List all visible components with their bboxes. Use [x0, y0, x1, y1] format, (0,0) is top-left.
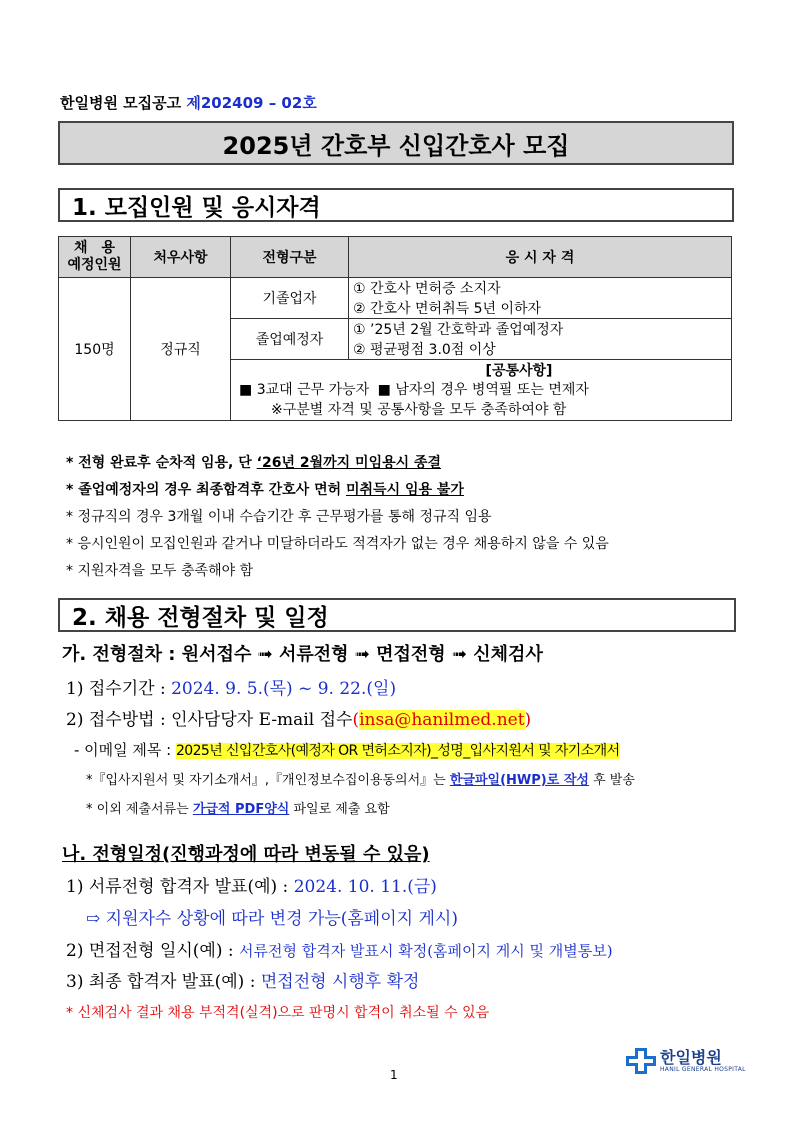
s3-label: 3) 최종 합격자 발표(예) : — [66, 972, 261, 992]
qual-expected-2: ② 평균평점 3.0점 이상 — [349, 339, 732, 360]
hospital-logo — [626, 1048, 746, 1074]
common-item-1: 3교대 근무 가능자 — [256, 382, 370, 398]
section2-heading: 2. 채용 전형절차 및 일정 — [58, 598, 736, 632]
bullet-icon: ■ — [377, 382, 391, 398]
note-3: * 정규직의 경우 3개월 이내 수습기간 후 근무평가를 통해 정규직 임용 — [66, 509, 492, 525]
note-2 — [66, 479, 464, 499]
warning-note: * 신체검사 결과 채용 부적격(실격)으로 판명시 합격이 취소될 수 있음 — [66, 1005, 490, 1021]
type-graduate: 기졸업자 — [231, 278, 349, 319]
period-label: 1) 접수기간 : — [66, 679, 172, 699]
note-1-underline: ‘26년 2월까지 미임용시 종결 — [256, 455, 442, 471]
notice-number — [60, 92, 317, 113]
logo-name: 한일병원 — [660, 1047, 722, 1067]
qual-graduate-2: ② 간호사 면허취득 5년 이하자 — [349, 298, 732, 319]
count-cell: 150명 — [59, 278, 131, 421]
common-item-2: 남자의 경우 병역필 또는 면제자 — [395, 382, 589, 398]
subject-line — [74, 739, 620, 760]
employment-cell: 정규직 — [131, 278, 231, 421]
schedule-1-sub: ⇨ 지원자수 상황에 따라 변경 가능(홈페이지 게시) — [86, 909, 458, 929]
note-4: * 응시인원이 모집인원과 같거나 미달하더라도 적격자가 없는 경우 채용하지 않을 수 있음 — [66, 536, 609, 552]
section1-heading: 1. 모집인원 및 응시자격 — [58, 188, 734, 222]
note-5: * 지원자격을 모두 충족해야 함 — [66, 563, 254, 579]
type-expected: 졸업예정자 — [231, 319, 349, 360]
note-2-text: * 졸업예정자의 경우 최종합격후 간호사 면허 — [66, 482, 346, 498]
doc-note-a: *『입사지원서 및 자기소개서』,『개인정보수집이용동의서』는 — [86, 773, 450, 788]
common-items — [231, 380, 732, 421]
qual-graduate-1: ① 간호사 면허증 소지자 — [349, 278, 732, 299]
schedule-title: 나. 전형일정(진행과정에 따라 변동될 수 있음) — [62, 844, 430, 865]
qual-expected-1: ① ’25년 2월 간호학과 졸업예정자 — [349, 319, 732, 340]
period-line — [66, 674, 396, 699]
page-title: 2025년 간호부 신입간호사 모집 — [58, 121, 734, 165]
col-header-count — [59, 237, 131, 278]
method-line: 2) 접수방법 : 인사담당자 E-mail 접수(insa@hanilmed.net) — [66, 710, 532, 730]
col-header-employment: 처우사항 — [131, 237, 231, 278]
hospital-cross-icon — [626, 1048, 656, 1074]
process-title: 가. 전형절차 : 원서접수 ➟ 서류전형 ➟ 면접전형 ➟ 신체검사 — [62, 644, 543, 665]
doc-note — [86, 769, 635, 788]
col-header-qualification: 응 시 자 격 — [349, 237, 732, 278]
col1-line1: 채 용 — [73, 240, 116, 256]
logo-sub: HANIL GENERAL HOSPITAL — [660, 1065, 746, 1073]
method-label: 2) 접수방법 : 인사담당자 E-mail 접수 — [66, 710, 353, 730]
schedule-2 — [66, 936, 613, 961]
common-note: ※구분별 자격 및 공통사항을 모두 충족하여야 함 — [271, 402, 567, 418]
other-note-b: 가급적 PDF양식 — [192, 802, 290, 817]
bullet-icon: ■ — [239, 382, 253, 398]
other-note-c: 파일로 제출 요함 — [289, 802, 390, 817]
common-title: [공통사항] — [231, 360, 732, 381]
s1-value: 2024. 10. 11.(금) — [293, 877, 437, 897]
note-1 — [66, 452, 441, 472]
s3-value: 면접전형 시행후 확정 — [260, 972, 420, 992]
s2-label: 2) 면접전형 일시(예) : — [66, 941, 240, 961]
col-header-type: 전형구분 — [231, 237, 349, 278]
note-1-text: * 전형 완료후 순차적 임용, 단 — [66, 455, 257, 471]
subject-value: 2025년 신입간호사(예정자 OR 면허소지자)_성명_입사지원서 및 자기소개서 — [176, 743, 620, 759]
schedule-1 — [66, 872, 437, 897]
schedule-3 — [66, 967, 419, 992]
subject-label: - 이메일 제목 : — [74, 741, 176, 759]
note-2-underline: 미취득시 임용 불가 — [346, 482, 464, 498]
method-email: insa@hanilmed.net — [359, 710, 525, 730]
notice-prefix: 한일병원 모집공고 — [60, 94, 187, 112]
qualification-table — [58, 236, 732, 421]
other-note — [86, 798, 390, 817]
doc-note-c: 후 발송 — [588, 773, 635, 788]
period-value: 2024. 9. 5.(목) ~ 9. 22.(일) — [171, 679, 397, 699]
doc-note-b: 한글파일(HWP)로 작성 — [449, 773, 589, 788]
col1-line2: 예정인원 — [67, 257, 122, 273]
notice-code: 제202409 – 02호 — [186, 94, 317, 112]
page-number: 1 — [390, 1068, 398, 1082]
s2-value: 서류전형 합격자 발표시 확정(홈페이지 게시 및 개별통보) — [239, 942, 613, 960]
s1-label: 1) 서류전형 합격자 발표(예) : — [66, 877, 294, 897]
other-note-a: * 이외 제출서류는 — [86, 802, 193, 817]
